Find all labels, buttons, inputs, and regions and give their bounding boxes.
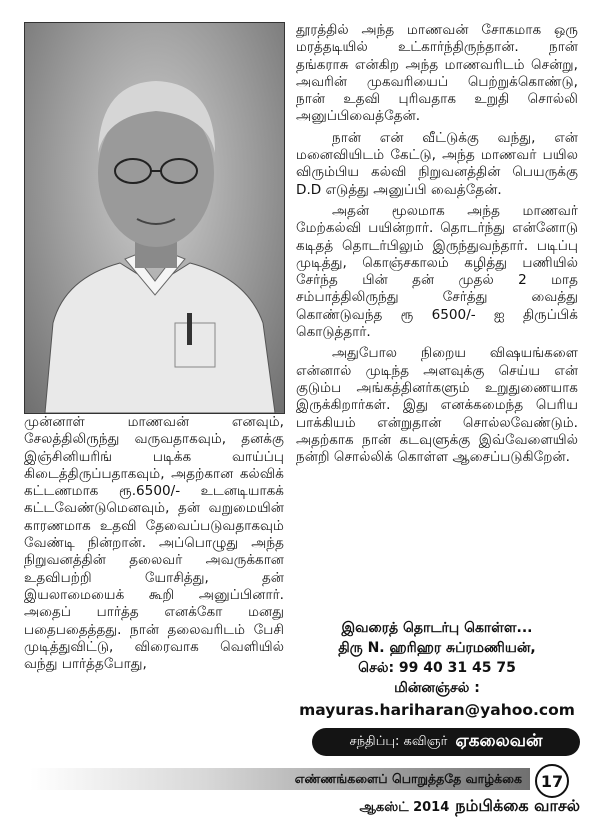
- article-left-column: [24, 414, 284, 677]
- magazine-name: நம்பிக்கை வாசல்: [455, 796, 580, 815]
- contact-phone: செல்: 99 40 31 45 75: [358, 660, 516, 676]
- footer-tagline: எண்ணங்களைப் பொறுத்ததே வாழ்க்கை: [294, 770, 522, 786]
- interview-credit-name: ஏகலைவன்: [455, 731, 543, 751]
- article-paragraph: அதன் மூலமாக அந்த மாணவர் மேற்கல்வி பயின்றார். தொடர்ந்து என்னோடு கடிதத் தொடர்பிலும் இருந்துவந்தார். படிப்பு முடித்து, கொஞ்சகாலம் கழித்து பணியில் சேர்ந்த பின் தன் முதல் 2 மாத சம்பாத்திலிருந்து சேர்த்து வைத்து கொண்டுவந்த ரூ 6500/- ஐ திருப்பிக் கொடுத்தார்.: [296, 202, 578, 341]
- contact-block: [296, 618, 578, 720]
- article-paragraph: நான் என் வீட்டுக்கு வந்து, என் மனைவியிடம் கேட்டு, அந்த மாணவர் பயில விரும்பிய கல்வி நிறுவனத்தின் பெயருக்கு D.D எடுத்து அனுப்பி வைத்தேன்.: [296, 129, 578, 198]
- article-paragraph: தூரத்தில் அந்த மாணவன் சோகமாக ஒரு மரத்தடியில் உட்கார்ந்திருந்தான். நான் தங்கராசு என்கிற அந்த மாணவரிடம் சென்று, அவரின் முகவரியைப் பெற்றுக்கொண்டு, நான் உதவி புரிவதாக உறுதி சொல்லி அனுப்பிவைத்தேன்.: [296, 22, 578, 125]
- article-right-column: [296, 22, 578, 470]
- interview-credit-prefix: சந்திப்பு: கவிஞர்: [349, 734, 448, 749]
- contact-name: திரு N. ஹரிஹர சுப்ரமணியன்,: [338, 640, 536, 656]
- portrait-illustration: [25, 23, 284, 413]
- contact-intro: இவரைத் தொடர்பு கொள்ள...: [341, 620, 533, 636]
- page-number: 17: [535, 764, 569, 798]
- footer-tagline-bar: [30, 768, 530, 790]
- article-paragraph: முன்னாள் மாணவன் எனவும், சேலத்திலிருந்து வருவதாகவும், தனக்கு இஞ்சினியரிங் படிக்க வாய்ப்பு கிடைத்திருப்பதாகவும், அதற்கான கல்விக் கட்டணமாக ரூ.6500/- உடனடியாகக் கட்டவேண்டுமெனவும், தன் வறுமையின் காரணமாக உதவி தேவைப்படுவதாகவும் வேண்டி நின்றான். அப்பொழுது அந்த நிறுவனத்தின் தலைவர் அவருக்கான உதவிபற்றி யோசித்து, தன் இயலாமையைக் கூறி அனுப்பினார். அதைப் பார்த்த எனக்கோ மனது பதைபதைத்தது. நான் தலைவரிடம் பேசி முடித்துவிட்டு, விரைவாக வெளியில் வந்து பார்த்தபோது,: [24, 414, 284, 673]
- portrait-photo: [24, 22, 285, 414]
- contact-email-label: மின்னஞ்சல் :: [394, 680, 480, 696]
- interview-credit-banner: [312, 728, 580, 756]
- article-paragraph: அதுபோல நிறைய விஷயங்களை என்னால் முடிந்த அளவுக்கு செய்ய என் குடும்ப அங்கத்தினர்களும் உறுதுணையாக இருக்கிறார்கள். இது எனக்கமைந்த பெரிய பாக்கியம் என்றுதான் சொல்லவேண்டும். அதற்காக நான் கடவுளுக்கு இவ்வேளையில் நன்றி சொல்லிக் கொள்ள ஆசைப்படுகிறேன்.: [296, 345, 578, 466]
- issue-date: ஆகஸ்ட் 2014: [359, 800, 450, 815]
- contact-email: mayuras.hariharan@yahoo.com: [299, 701, 575, 719]
- footer-masthead: [300, 796, 580, 816]
